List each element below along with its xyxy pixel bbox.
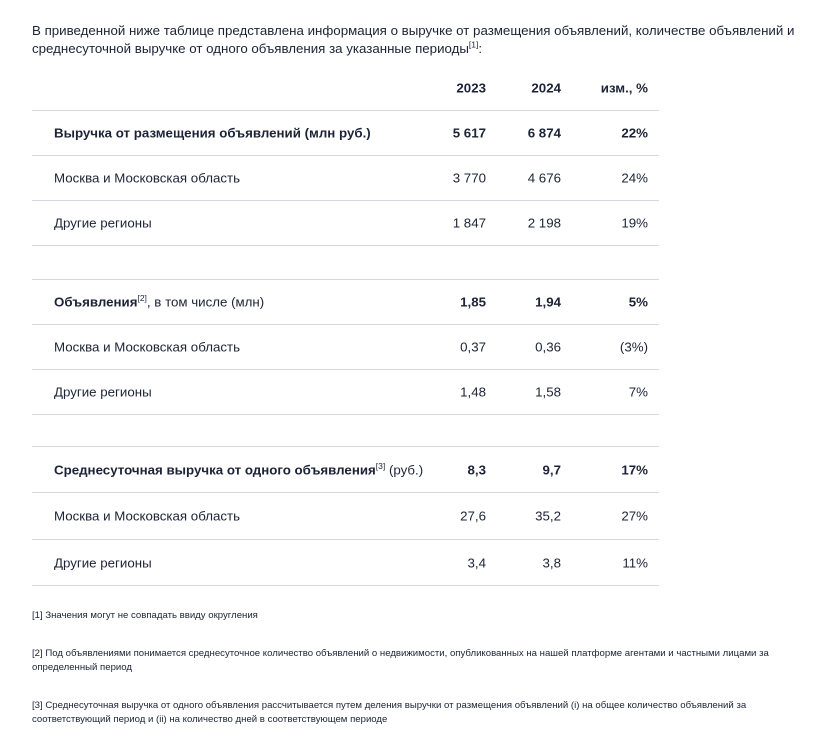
- table-row-listings-total: [32, 280, 659, 325]
- table-header-row: [32, 66, 659, 111]
- intro-footnote-ref[interactable]: [1]: [468, 39, 479, 50]
- footnotes: [32, 609, 807, 727]
- cell-2024: 0,36: [535, 339, 561, 355]
- listings-2024: 1,94: [535, 294, 561, 310]
- table-row: [32, 493, 659, 540]
- intro-text: В приведенной ниже таблице представлена информация о выручке от размещения объявлений, количестве объявлений и среднесуточной выручке от одного объявления за указанные периоды: [32, 23, 795, 57]
- daily-2024: 9,7: [542, 462, 561, 477]
- listings-label-tail: , в том числе (млн): [146, 294, 265, 310]
- listings-footnote-ref[interactable]: [2]: [137, 293, 147, 304]
- cell-2023: 0,37: [460, 339, 486, 355]
- row-label: Москва и Московская область: [54, 508, 241, 524]
- daily-label: [54, 462, 423, 477]
- table-spacer-row: [32, 246, 659, 280]
- table-row: [32, 325, 659, 370]
- intro-paragraph: [32, 22, 822, 58]
- table-row: [32, 370, 659, 415]
- cell-2024: 2 198: [527, 215, 561, 231]
- cell-change: 19%: [621, 215, 648, 231]
- table-spacer-row: [32, 415, 659, 447]
- cell-change: (3%): [619, 339, 648, 355]
- cell-change: 27%: [621, 508, 648, 524]
- daily-2023: 8,3: [467, 462, 486, 477]
- cell-2024: 3,8: [542, 555, 561, 570]
- cell-change: 11%: [622, 555, 648, 570]
- daily-label-bold: Среднесуточная выручка от одного объявления: [54, 462, 376, 477]
- cell-2023: 3,4: [467, 555, 486, 570]
- row-label: Москва и Московская область: [54, 170, 241, 186]
- header-2024: 2024: [531, 80, 561, 96]
- cell-2023: 1,48: [460, 384, 486, 400]
- daily-change: 17%: [621, 462, 648, 477]
- cell-2024: 35,2: [535, 508, 561, 524]
- cell-2024: 1,58: [535, 384, 561, 400]
- intro-tail: :: [478, 41, 483, 57]
- header-change: изм., %: [600, 80, 648, 96]
- listings-label: [54, 295, 264, 310]
- daily-footnote-ref[interactable]: [3]: [375, 460, 386, 471]
- cell-change: 7%: [628, 384, 648, 400]
- row-label: Другие регионы: [54, 384, 152, 400]
- row-label: Москва и Московская область: [54, 339, 241, 355]
- footnote-1: [1] Значения могут не совпадать ввиду округления: [32, 610, 258, 621]
- table-row: [32, 156, 659, 201]
- header-2023: 2023: [456, 80, 486, 96]
- revenue-change: 22%: [621, 125, 648, 141]
- table-row: [32, 201, 659, 246]
- listings-label-bold: Объявления: [54, 294, 138, 310]
- row-label: Другие регионы: [54, 555, 152, 570]
- row-label: Другие регионы: [54, 215, 152, 231]
- table-row-revenue-total: [32, 111, 659, 156]
- daily-label-tail: (руб.): [385, 462, 424, 477]
- cell-change: 24%: [621, 170, 648, 186]
- cell-2023: 3 770: [452, 170, 486, 186]
- footnote-2: [2] Под объявлениями понимается среднесуточное количество объявлений о недвижимости, опубликованных на нашей платформе агентами и частными лицами за определенный период: [32, 648, 769, 673]
- revenue-label: Выручка от размещения объявлений (млн руб.): [54, 125, 371, 141]
- revenue-2023: 5 617: [452, 125, 486, 141]
- cell-2024: 4 676: [527, 170, 561, 186]
- cell-2023: 1 847: [452, 215, 486, 231]
- cell-2023: 27,6: [460, 508, 486, 524]
- listings-change: 5%: [628, 294, 648, 310]
- footnote-3: [3] Среднесуточная выручка от одного объявления рассчитывается путем деления выручки от размещения объявлений (i) на общее количество объявлений за соответствующий период и (ii) на количество дней в соответствующем периоде: [32, 700, 747, 725]
- revenue-table: [32, 66, 659, 586]
- table-row-daily-total: [32, 447, 659, 493]
- table-row: [32, 540, 659, 586]
- revenue-2024: 6 874: [527, 125, 561, 141]
- listings-2023: 1,85: [460, 294, 486, 310]
